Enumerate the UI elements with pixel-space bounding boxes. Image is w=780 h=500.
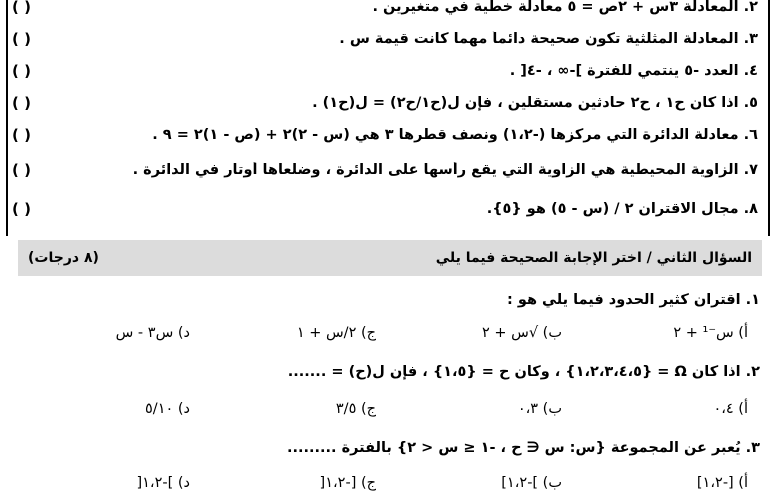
option-b[interactable]: ب) ]-١،٢]	[501, 475, 562, 491]
mcq-options	[18, 318, 762, 348]
mcq-options	[18, 394, 762, 424]
answer-parentheses[interactable]: ( )	[12, 94, 31, 112]
option-d[interactable]: د) ٥/١٠	[145, 401, 190, 417]
option-a[interactable]: أ) ٠،٤	[713, 401, 748, 417]
answer-parentheses[interactable]: ( )	[12, 200, 31, 218]
answer-parentheses[interactable]: ( )	[12, 30, 31, 48]
answer-parentheses[interactable]: ( )	[12, 0, 31, 16]
section-header	[18, 240, 762, 276]
tf-item	[8, 196, 772, 222]
answer-parentheses[interactable]: ( )	[12, 161, 31, 179]
option-d[interactable]: د) ]-١،٢[	[136, 475, 190, 491]
section-marks: (٨ درجات)	[28, 250, 99, 266]
option-c[interactable]: ج) ٣/٥	[335, 401, 376, 417]
option-d[interactable]: د) س٣ - س	[115, 325, 190, 341]
tf-item	[8, 157, 772, 183]
tf-item	[8, 26, 772, 52]
section-title: السؤال الثاني / اختر الإجابة الصحيحة فيما يلي	[435, 250, 752, 266]
statement-text: ٨. مجال الاقتران ٢ / (س - ٥) هو {٥}.	[486, 201, 758, 217]
tf-item	[8, 58, 772, 84]
option-b[interactable]: ب) ٠،٣	[517, 401, 562, 417]
option-c[interactable]: ج) [-١،٢[	[319, 475, 376, 491]
statement-text: ٢. المعادلة ٣س + ٢ص = ٥ معادلة خطية في متغيرين .	[372, 0, 758, 15]
answer-parentheses[interactable]: ( )	[12, 62, 31, 80]
answer-parentheses[interactable]: ( )	[12, 126, 31, 144]
option-c[interactable]: ج) ٢/س + ١	[296, 325, 376, 341]
tf-item	[8, 122, 772, 148]
mcq-options	[18, 468, 762, 498]
statement-text: ٦. معادلة الدائرة التي مركزها (-١،٢) ونصف قطرها ٣ هي (س - ٢)٢ + (ص - ١)٢ = ٩ .	[152, 127, 758, 143]
tf-item	[8, 90, 772, 116]
option-a[interactable]: أ) [-١،٢]	[696, 475, 748, 491]
statement-text: ٣. المعادلة المثلثية تكون صحيحة دائماً مهما كانت قيمة س .	[339, 31, 758, 47]
tf-item	[8, 0, 772, 20]
mcq-question: ١. اقتران كثير الحدود فيما يلي هو :	[507, 292, 760, 308]
option-a[interactable]: أ) س⁻¹ + ٢	[673, 325, 748, 341]
statement-text: ٤. العدد -٥ ينتمي للفترة ]-∞ ، -٤[ .	[509, 63, 758, 79]
statement-text: ٧. الزاوية المحيطية هي الزاوية التي يقع رأسها على الدائرة ، وضلعاها أوتار في الدائرة .	[132, 162, 758, 178]
statement-text: ٥. اذا كان ح١ ، ح٢ حادثين مستقلين ، فإن ل(ح١/ح٢) = ل(ح١) .	[312, 95, 758, 111]
mcq-question: ٢. اذا كان Ω = {١،٢،٣،٤،٥} ، وكان ح = {١،٥} ، فإن ل(ح) = .......	[287, 364, 760, 380]
mcq-question: ٣. يُعبر عن المجموعة {س: س ∈ ح ، -١ ≤ س < ٢} بالفترة .........	[286, 440, 760, 456]
option-b[interactable]: ب) √س + ٢	[481, 325, 562, 341]
